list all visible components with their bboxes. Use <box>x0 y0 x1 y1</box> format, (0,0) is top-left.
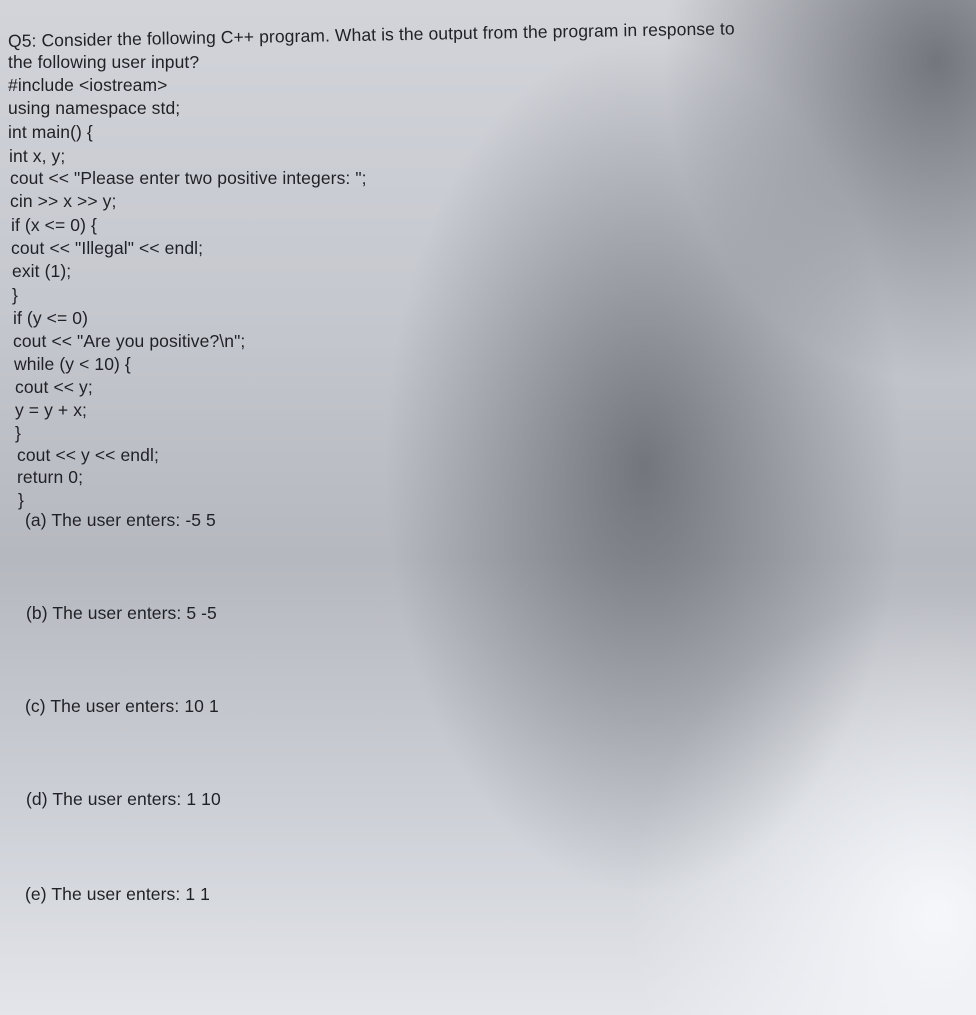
code-line: cout << y << endl; <box>17 445 159 465</box>
part-a: (a) The user enters: -5 5 <box>25 510 216 530</box>
code-line: int x, y; <box>9 146 66 166</box>
part-d: (d) The user enters: 1 10 <box>26 789 221 809</box>
code-line: } <box>12 285 18 305</box>
code-line: y = y + x; <box>15 400 87 420</box>
code-line: cin >> x >> y; <box>10 191 117 211</box>
question-title-line-1: Q5: Consider the following C++ program. What is the output from the program in response to <box>7 18 735 51</box>
code-line: #include <iostream> <box>8 75 168 95</box>
code-line: cout << y; <box>15 377 93 397</box>
code-line: cout << "Illegal" << endl; <box>11 238 204 258</box>
code-line: int main() { <box>8 122 93 142</box>
code-line: } <box>18 490 24 510</box>
code-line: while (y < 10) { <box>14 354 131 374</box>
part-e: (e) The user enters: 1 1 <box>25 884 210 904</box>
code-line: cout << "Are you positive?\n"; <box>13 331 246 351</box>
code-line: using namespace std; <box>8 98 181 118</box>
code-line: } <box>15 423 21 443</box>
code-line: exit (1); <box>12 261 72 281</box>
code-line: cout << "Please enter two positive integers: "; <box>10 168 367 188</box>
code-line: if (y <= 0) <box>13 308 89 328</box>
code-line: if (x <= 0) { <box>11 215 97 235</box>
part-c: (c) The user enters: 10 1 <box>25 696 219 716</box>
code-line: return 0; <box>17 467 84 487</box>
question-title-line-2: the following user input? <box>8 52 200 72</box>
part-b: (b) The user enters: 5 -5 <box>26 603 217 623</box>
